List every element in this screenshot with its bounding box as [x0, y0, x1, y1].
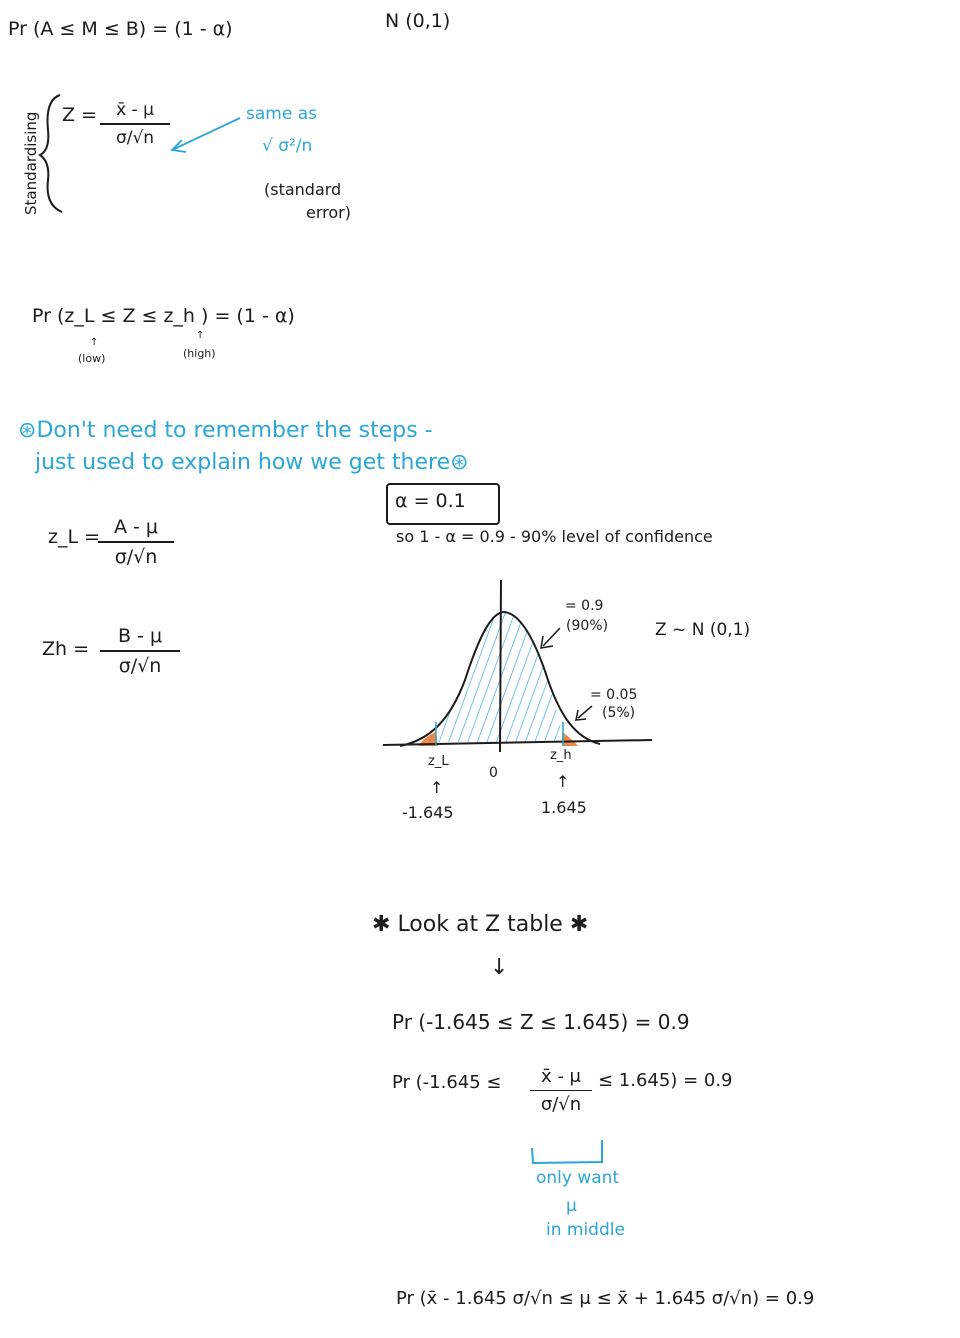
zh-denominator: σ/√n [118, 655, 162, 677]
confidence-level: so 1 - α = 0.9 - 90% level of confidence [396, 527, 713, 546]
eq2-denominator: σ/√n [540, 1094, 582, 1115]
zh-value: 1.645 [541, 798, 587, 817]
tail-area-value: = 0.05 [590, 687, 638, 703]
reminder-text-2: just used to explain how we get there [35, 450, 451, 475]
standardising-side-label: Standardising [22, 111, 40, 215]
star-icon: ⊛ [450, 450, 469, 475]
reminder-text-1: Don't need to remember the steps - [36, 418, 433, 443]
up-arrow-zh: ↑ [556, 772, 570, 791]
asterisk-icon: ✱ [569, 912, 589, 937]
equation-1: Pr (-1.645 ≤ Z ≤ 1.645) = 0.9 [392, 1010, 690, 1034]
z-distribution: Z ~ N (0,1) [655, 620, 751, 640]
asterisk-icon: ✱ [372, 912, 391, 937]
up-arrow-low: ↑ [90, 337, 99, 348]
zl-value: -1.645 [402, 803, 454, 822]
z-denominator: σ/√n [115, 128, 155, 148]
zl-lhs: z_L = [48, 526, 101, 548]
equation-3: Pr (x̄ - 1.645 σ/√n ≤ μ ≤ x̄ + 1.645 σ/√n) = 0.9 [396, 1288, 815, 1309]
z-numerator: x̄ - μ [116, 100, 154, 120]
error-note: error) [306, 203, 351, 222]
equation-2-right: ≤ 1.645) = 0.9 [598, 1070, 733, 1091]
alpha-value: α = 0.1 [395, 490, 466, 512]
star-icon: ⊛ [18, 418, 37, 443]
z-equals: Z = [62, 104, 97, 126]
zl-numerator: A - μ [113, 516, 159, 538]
eq2-numerator: x̄ - μ [540, 1066, 582, 1087]
up-arrow-zl: ↑ [430, 778, 444, 797]
only-want-note: only want [536, 1168, 620, 1188]
standard-error-formula: √ σ²/n [262, 136, 313, 156]
z-table-text: Look at Z table [397, 912, 563, 937]
middle-area-pct: (90%) [566, 618, 609, 634]
in-middle-note: in middle [546, 1220, 625, 1240]
zh-lhs: Zh = [42, 638, 90, 660]
zl-tick-label: z_L [428, 754, 449, 769]
zh-tick-label: z_h [550, 748, 572, 763]
high-label: (high) [183, 347, 216, 360]
same-as-note: same as [246, 104, 317, 124]
prob-statement-1: Pr (A ≤ M ≤ B) = (1 - α) [8, 18, 233, 40]
standard-note: (standard [264, 180, 342, 199]
zh-numerator: B - μ [117, 625, 163, 647]
zl-denominator: σ/√n [114, 546, 158, 568]
middle-area-value: = 0.9 [565, 598, 604, 614]
tail-area-pct: (5%) [602, 705, 636, 721]
prob-statement-2: Pr (z_L ≤ Z ≤ z_h ) = (1 - α) [32, 305, 295, 327]
normal-dist-label: N (0,1) [385, 10, 451, 32]
down-arrow-icon: ↓ [490, 955, 509, 980]
up-arrow-high: ↑ [196, 330, 205, 341]
equation-2-left: Pr (-1.645 ≤ [392, 1072, 502, 1093]
low-label: (low) [78, 352, 106, 365]
mu-note: μ [566, 1196, 577, 1216]
zero-tick-label: 0 [489, 765, 498, 781]
